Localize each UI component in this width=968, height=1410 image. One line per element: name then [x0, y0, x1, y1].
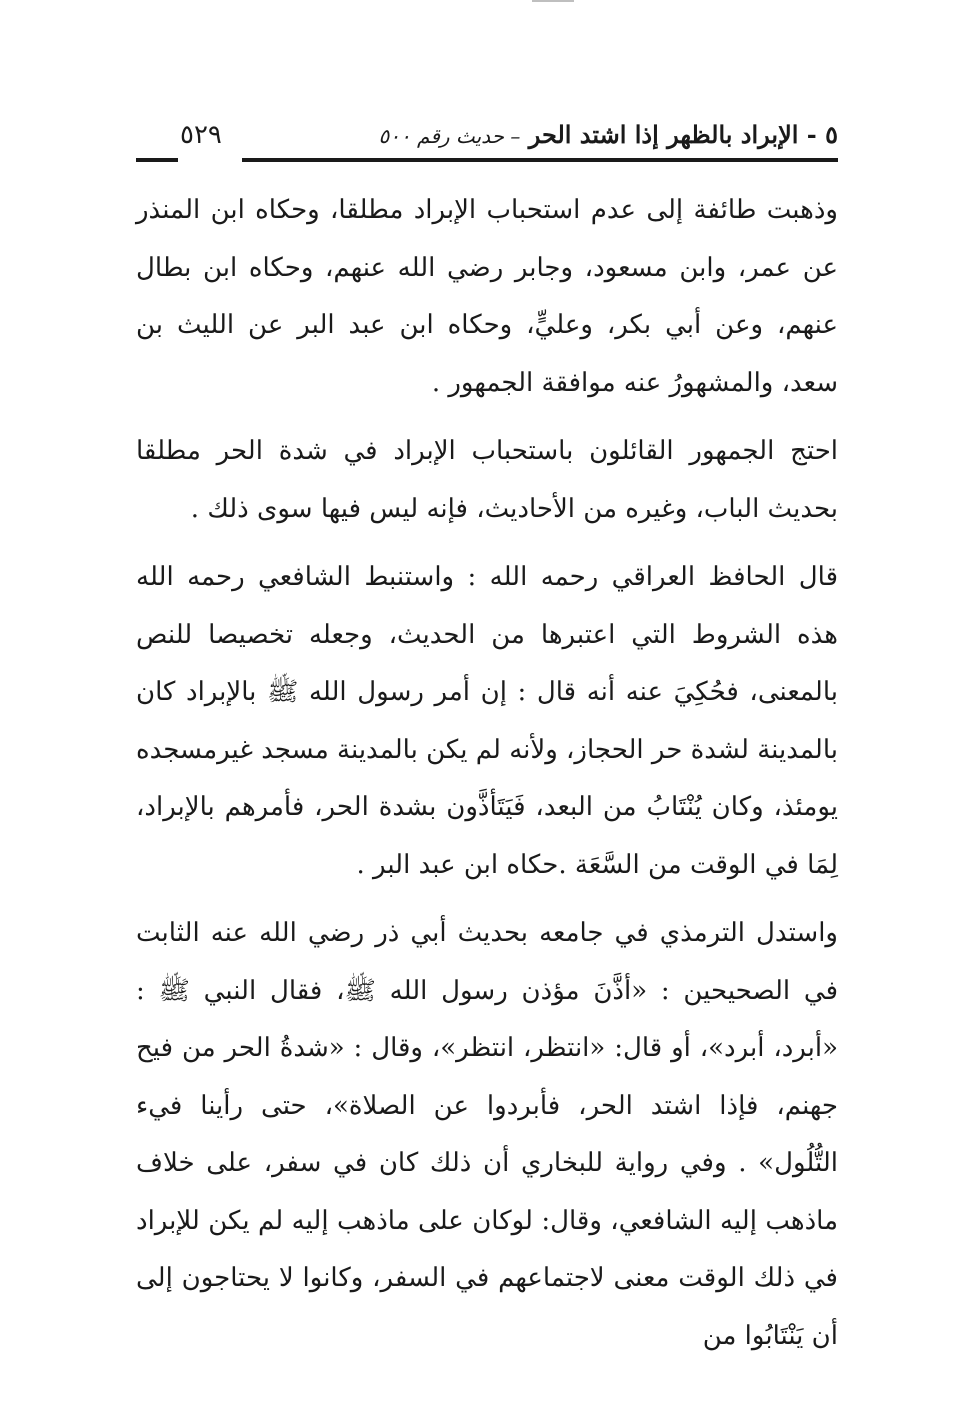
page-number-rule — [136, 158, 178, 162]
paragraph: احتج الجمهور القائلون باستحباب الإبراد في شدة الحر مطلقا بحديث الباب، وغيره من الأحاديث، فإنه ليس فيها سوى ذلك . — [136, 436, 838, 524]
paragraph: واستدل الترمذي في جامعه بحديث أبي ذر رضي الله عنه الثابت في الصحيحين : «أذَّنَ مؤذن رسول الله ﷺ، فقال النبي ﷺ : «أبرد، أبرد»، أو قال: «انتظر، انتظر»، وقال : «شدةُ الحر من فيح جهنم، فإذا اشتد الحر، فأبردوا عن الصلاة»، حتى رأينا فيء التُّلُول» . وفي رواية للبخاري أن ذلك كان في سفر، على خلاف ماذهب إليه الشافعي، وقال: لوكان على ماذهب إليه لم يكن للإبراد في ذلك الوقت معنى لاجتماعهم في السفر، وكانوا لا يحتاجون إلى أن يَنْتَابُوا من — [136, 918, 838, 1351]
running-title — [378, 118, 838, 153]
page-header — [136, 118, 838, 168]
chapter-title: ٥ - الإبراد بالظهر إذا اشتد الحر — [528, 120, 838, 149]
header-rule — [242, 158, 838, 162]
hadith-reference: – حديث رقم ٥٠٠ — [378, 124, 521, 148]
paragraph: وذهبت طائفة إلى عدم استحباب الإبراد مطلقا، وحكاه ابن المنذر عن عمر، وابن مسعود، وجابر رضي الله عنهم، وحكاه ابن بطال عنهم، وعن أبي بكر، وعليٍّ، وحكاه ابن عبد البر عن الليث بن سعد، والمشهورُ عنه موافقة الجمهور . — [136, 195, 838, 398]
page-body — [136, 182, 838, 1376]
scan-artifact-line — [532, 0, 574, 2]
paragraph: قال الحافظ العراقي رحمه الله : واستنبط الشافعي رحمه الله هذه الشروط التي اعتبرها من الحديث، وجعله تخصيصا للنص بالمعنى، فحُكِيَ عنه أنه قال : إن أمر رسول الله ﷺ بالإبراد كان بالمدينة لشدة حر الحجاز، ولأنه لم يكن بالمدينة مسجد غيرمسجده يومئذ، وكان يُنْتَابُ من البعد، فَيَتَأذَّون بشدة الحر، فأمرهم بالإبراد، لِمَا في الوقت من السَّعَة .حكاه ابن عبد البر . — [135, 562, 838, 880]
page-number: ٥٢٩ — [180, 120, 222, 150]
